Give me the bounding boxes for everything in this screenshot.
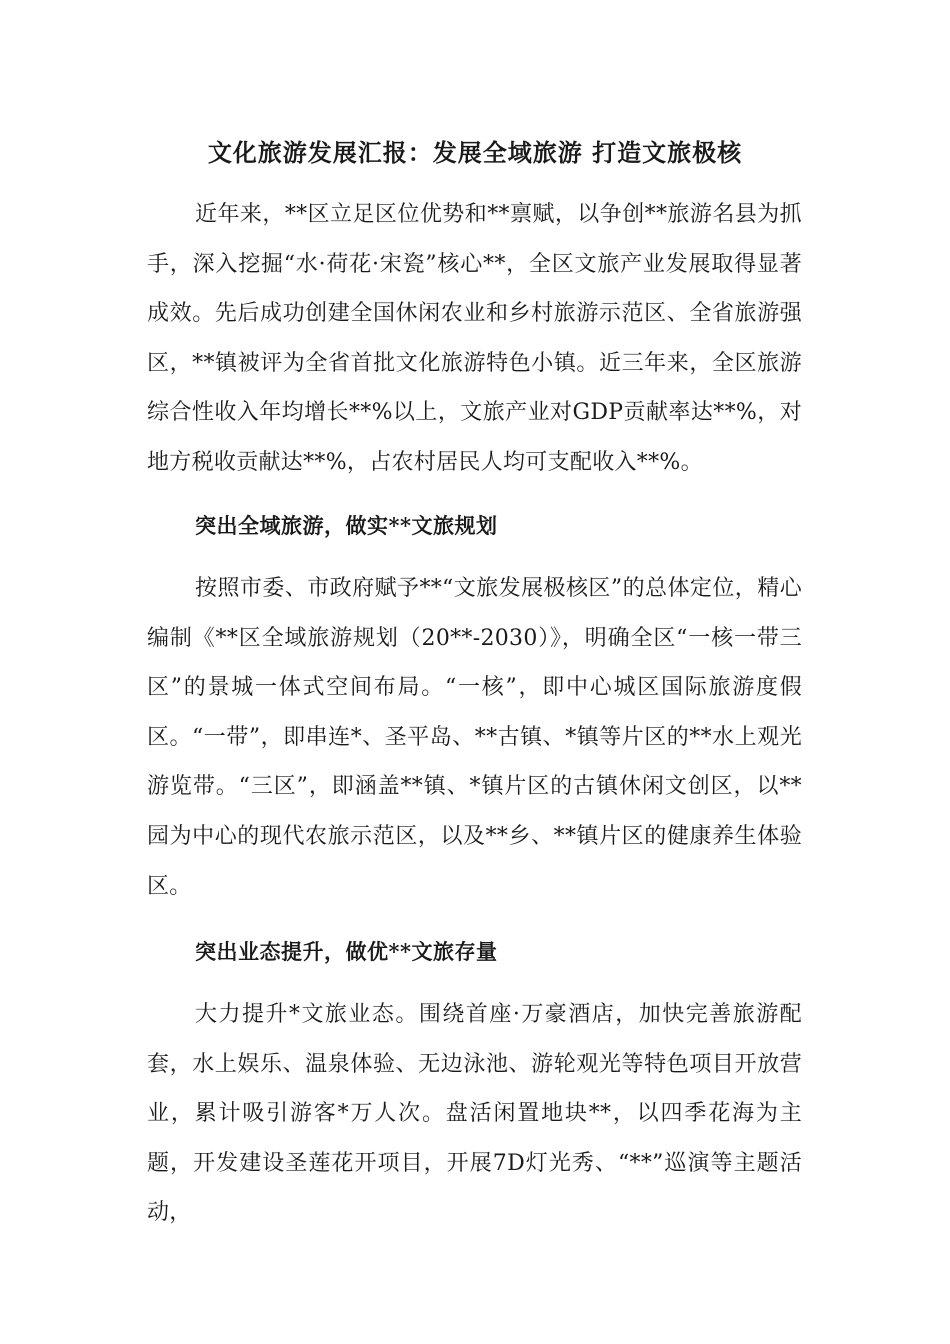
section-heading-planning: 突出全域旅游，做实**文旅规划 [195,513,498,538]
section-heading-business: 突出业态提升，做优**文旅存量 [195,939,498,964]
section-body-planning: 按照市委、市政府赋予**“文旅发展极核区”的总体定位，精心编制《**区全域旅游规划（20**-2030）》，明确全区“一核一带三区”的景城一体式空间布局。“一核”，即中心城区国际旅游度假区。“一带”，即串连*、圣平岛、**古镇、*镇等片区的**水上观光游览带。“三区”，即涵盖**镇、*镇片区的古镇休闲文创区，以**园为中心的现代农旅示范区，以及**乡、**镇片区的健康养生体验区。 [147,576,802,899]
document-title: 文化旅游发展汇报：发展全域旅游 打造文旅极核 [207,138,743,167]
section-body-business: 大力提升*文旅业态。围绕首座·万豪酒店，加快完善旅游配套，水上娱乐、温泉体验、无边泳池、游轮观光等特色项目开放营业，累计吸引游客*万人次。盘活闲置地块**，以四季花海为主题，开发建设圣莲花开项目，开展7D灯光秀、“**”巡演等主题活动， [147,1002,802,1226]
intro-paragraph: 近年来，**区立足区位优势和**禀赋，以争创**旅游名县为抓手，深入挖掘“水·荷花·宋瓷”核心**，全区文旅产业发展取得显著成效。先后成功创建全国休闲农业和乡村旅游示范区、全省旅游强区，**镇被评为全省首批文化旅游特色小镇。近三年来，全区旅游综合性收入年均增长**%以上，文旅产业对GDP贡献率达**%，对地方税收贡献达**%，占农村居民人均可支配收入**%。 [147,202,802,475]
